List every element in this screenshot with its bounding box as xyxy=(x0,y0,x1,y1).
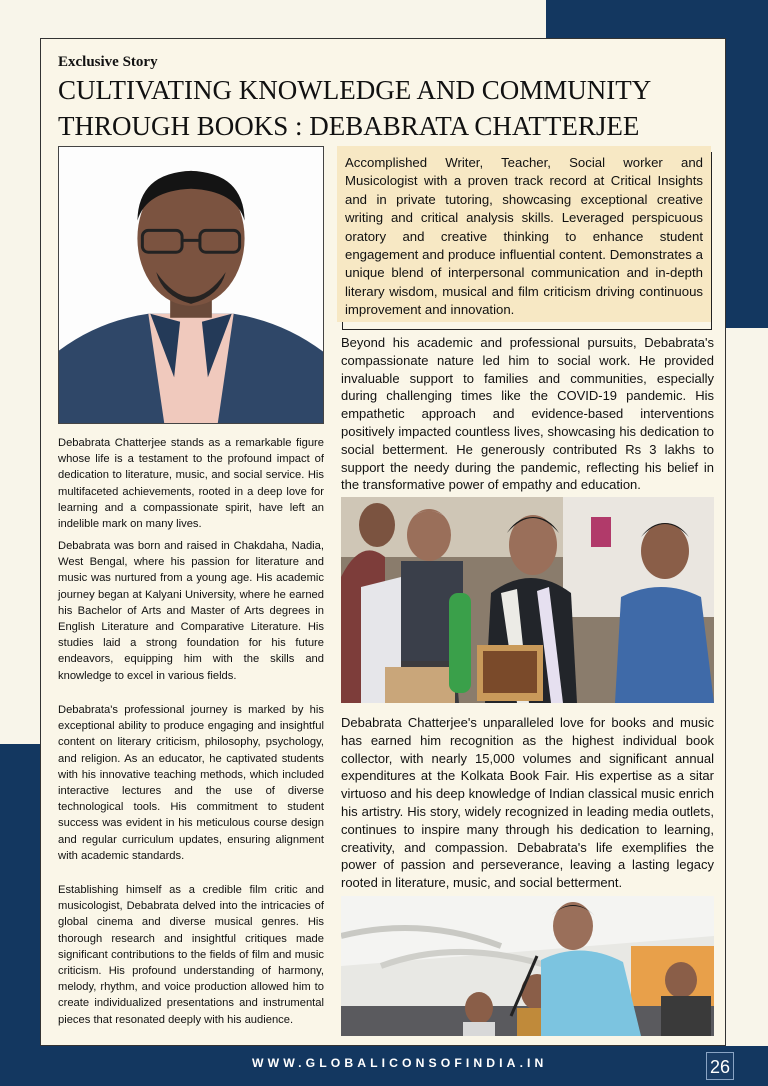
page-number: 26 xyxy=(706,1052,734,1080)
right-paragraph-1: Beyond his academic and professional pursuits, Debabrata's compassionate nature led him to social work. He provided invaluable support to families and communities, especially during challenging times like the COVID-19 pandemic. His empathetic approach and evidence-based interventions positively impacted countless lives, showcasing his dedication to social betterment. He generously contributed Rs 3 lakhs to support the needy during the pandemic, reflecting his belief in the transformative power of empathy and education. xyxy=(341,335,714,493)
kicker: Exclusive Story xyxy=(58,54,158,70)
left-paragraph-4: Establishing himself as a credible film critic and musicologist, Debabrata delved into the intricacies of global cinema and diverse musical genres. His thorough research and insightful critiques made significant contributions to the fields of film and music criticism. His profound understanding of harmony, melody, rhythm, and voice production allowed him to create individualized presentations and instrumental pieces that resonated deeply with his audience. xyxy=(58,884,324,1026)
article-title: CULTIVATING KNOWLEDGE AND COMMUNITY THROUGH BOOKS : DEBABRATA CHATTERJEE xyxy=(58,75,651,141)
right-paragraph-2: Debabrata Chatterjee's unparalleled love for books and music has earned him recognition as the highest individual book collector, with nearly 15,000 volumes and significant annual expenditures at the Kolkata Book Fair. His expertise as a sitar virtuoso and his deep knowledge of Indian classical music enrich his artistry. His story, widely recognized in leading media outlets, continues to inspire many through his dedication to learning, creativity, and compassion. Debabrata's life exemplifies the power of passion and perseverance, leaving a lasting legacy rooted in literature, music, and social betterment. xyxy=(341,715,714,891)
website-url: WWW.GLOBALICONSOFINDIA.IN xyxy=(252,1056,548,1070)
left-paragraph-1: Debabrata Chatterjee stands as a remarkable figure whose life is a testament to the profound impact of dedication to literature, music, and social service. His multifaceted achievements, rooted in a deep love for learning and a compassionate spirit, have left an indelible mark on many lives. xyxy=(58,437,324,531)
book-fair-event-photo xyxy=(341,497,714,703)
portrait-photo xyxy=(58,146,324,424)
highlight-callout: Accomplished Writer, Teacher, Social worker and Musicologist with a proven track record at Critical Insights and in private tutoring, showcasing exceptional creative writing and critical analysis skills. Leveraged perspicuous oratory and creative thinking to enhance student engagement and produce influential content. Demonstrates a unique blend of interpersonal communication and in-depth literary wisdom, musical and film criticism driving continuous improvement and innovation. xyxy=(337,146,711,322)
award-ceremony-photo xyxy=(341,896,714,1036)
left-paragraph-3: Debabrata's professional journey is marked by his exceptional ability to produce engaging and insightful content on literary criticism, philosophy, psychology, and religion. As an educator, he captivated students with his innovative teaching methods, which included interactive lectures and the use of diverse technological tools. His commitment to student success was evident in his meticulous course design and regular curriculum updates, ensuring alignment with academic standards. xyxy=(58,704,324,862)
left-paragraph-2: Debabrata was born and raised in Chakdaha, Nadia, West Bengal, where his passion for literature and music was nurtured from a young age. His academic journey began at Kalyani University, where he earned his Bachelor of Arts and Master of Arts degrees in English Literature and Comparative Literature. His studies laid a strong foundation for his future endeavors, equipping him with the skills and knowledge to excel in various fields. xyxy=(58,540,324,682)
